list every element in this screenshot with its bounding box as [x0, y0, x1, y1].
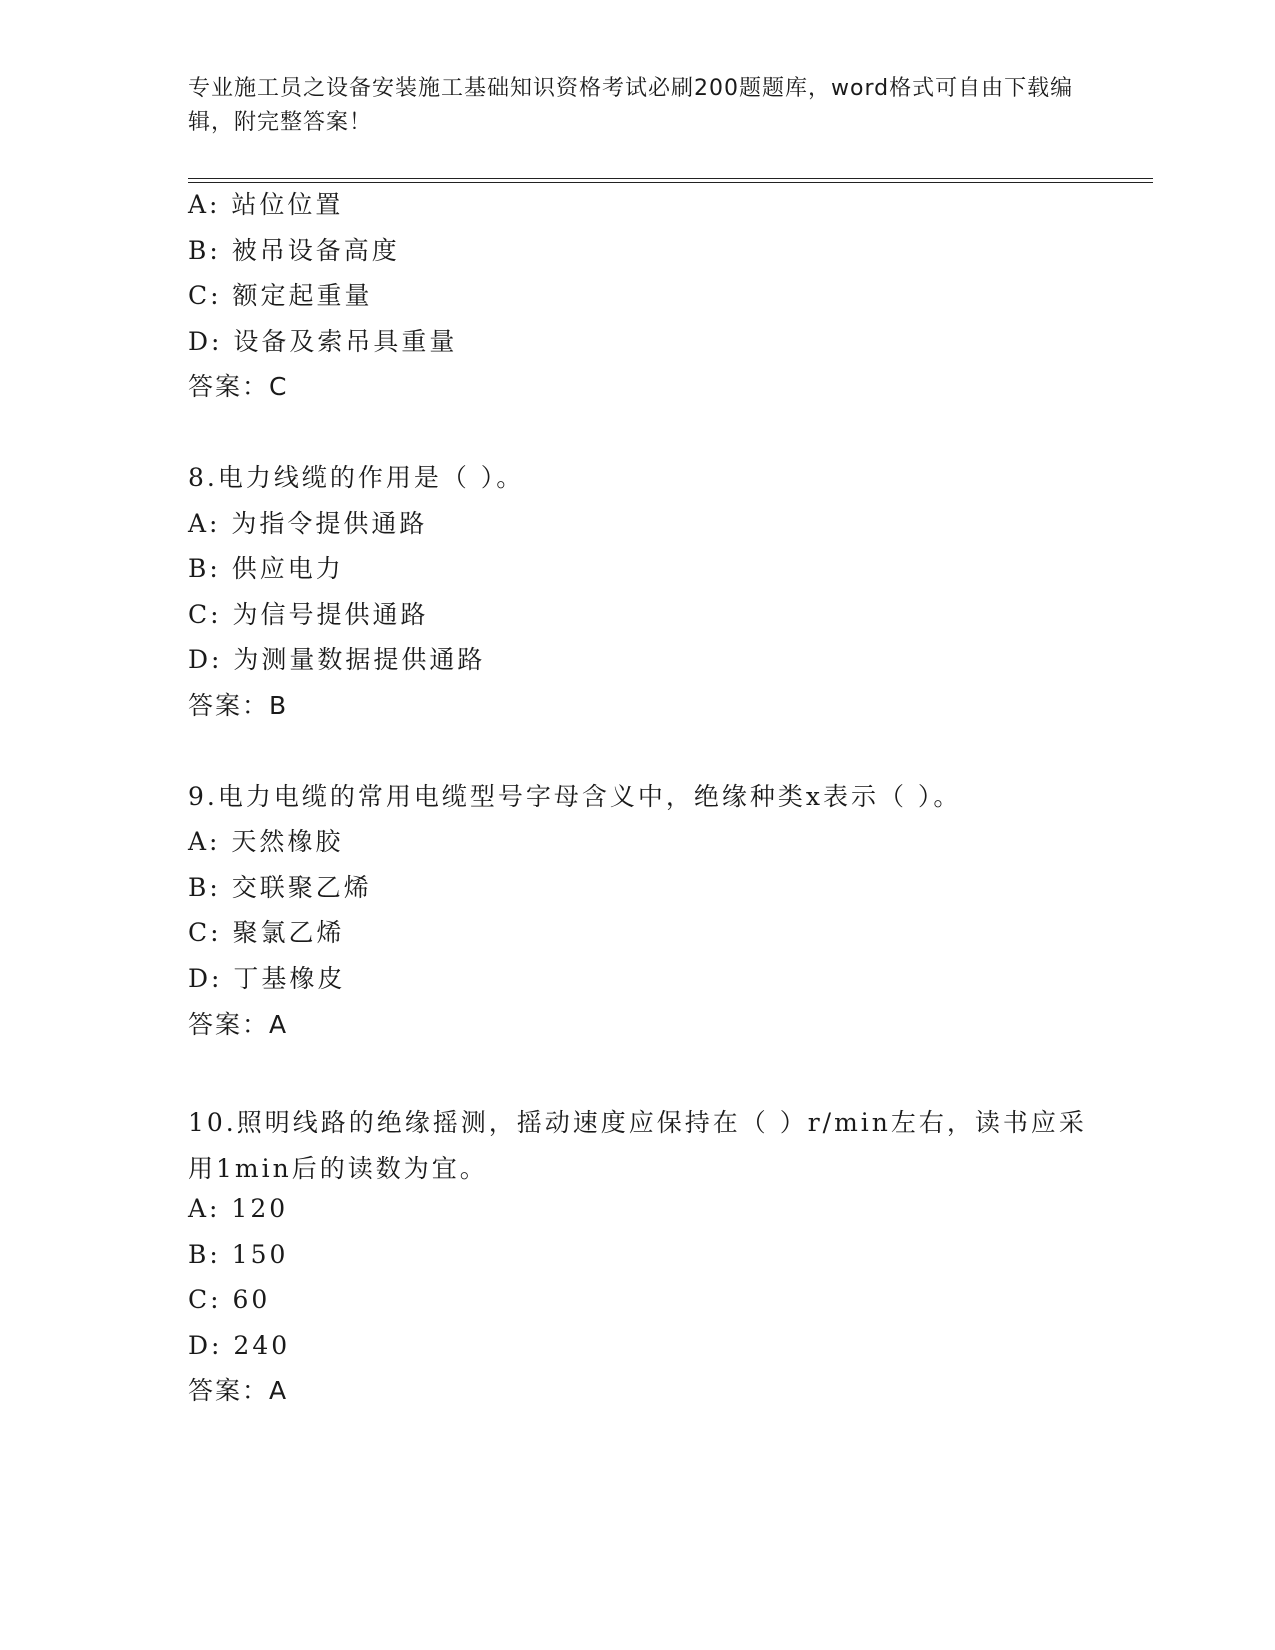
- option-a: A: 120: [188, 1194, 289, 1224]
- question-text: 9.电力电缆的常用电缆型号字母含义中，绝缘种类x表示（ ）。: [188, 781, 962, 811]
- option-d: D: 240: [188, 1330, 291, 1360]
- option-c: C: 聚氯乙烯: [188, 918, 345, 948]
- answer-text: 答案：B: [188, 690, 289, 720]
- option-a: A: 天然橡胶: [188, 827, 344, 857]
- question-text: 8.电力线缆的作用是（ ）。: [188, 462, 525, 492]
- option-a: A: 站位位置: [188, 190, 344, 219]
- answer-text: 答案：A: [188, 1376, 289, 1406]
- option-b: B: 交联聚乙烯: [188, 872, 372, 902]
- option-b: B: 供应电力: [188, 554, 344, 584]
- option-c: C: 为信号提供通路: [188, 599, 429, 629]
- option-a: A: 为指令提供通路: [188, 508, 428, 538]
- question-block: [188, 1100, 1088, 1406]
- header-double-rule: [188, 178, 1153, 183]
- option-b: B: 被吊设备高度: [188, 235, 400, 265]
- block-spacer: [188, 737, 1088, 782]
- block-spacer: [188, 418, 1088, 463]
- question-text: 10.照明线路的绝缘摇测，摇动速度应保持在（ ）r/min左右，读书应采用1min后的读数为宜。: [188, 1108, 1087, 1184]
- option-c: C: 额定起重量: [188, 281, 373, 311]
- answer-text: 答案：C: [188, 372, 289, 402]
- block-spacer: [188, 1055, 1088, 1100]
- document-header: 专业施工员之设备安装施工基础知识资格考试必刷200题题库，word格式可自由下载编辑，附完整答案！: [188, 76, 1074, 135]
- question-block: [188, 463, 1088, 721]
- option-d: D: 为测量数据提供通路: [188, 645, 486, 675]
- option-b: B: 150: [188, 1239, 289, 1269]
- question-list: [188, 190, 1088, 1422]
- option-d: D: 丁基橡皮: [188, 963, 346, 993]
- question-block: [188, 782, 1088, 1040]
- option-d: D: 设备及索吊具重量: [188, 326, 458, 356]
- answer-text: 答案：A: [188, 1009, 289, 1039]
- question-block: [188, 190, 1088, 402]
- option-c: C: 60: [188, 1285, 271, 1315]
